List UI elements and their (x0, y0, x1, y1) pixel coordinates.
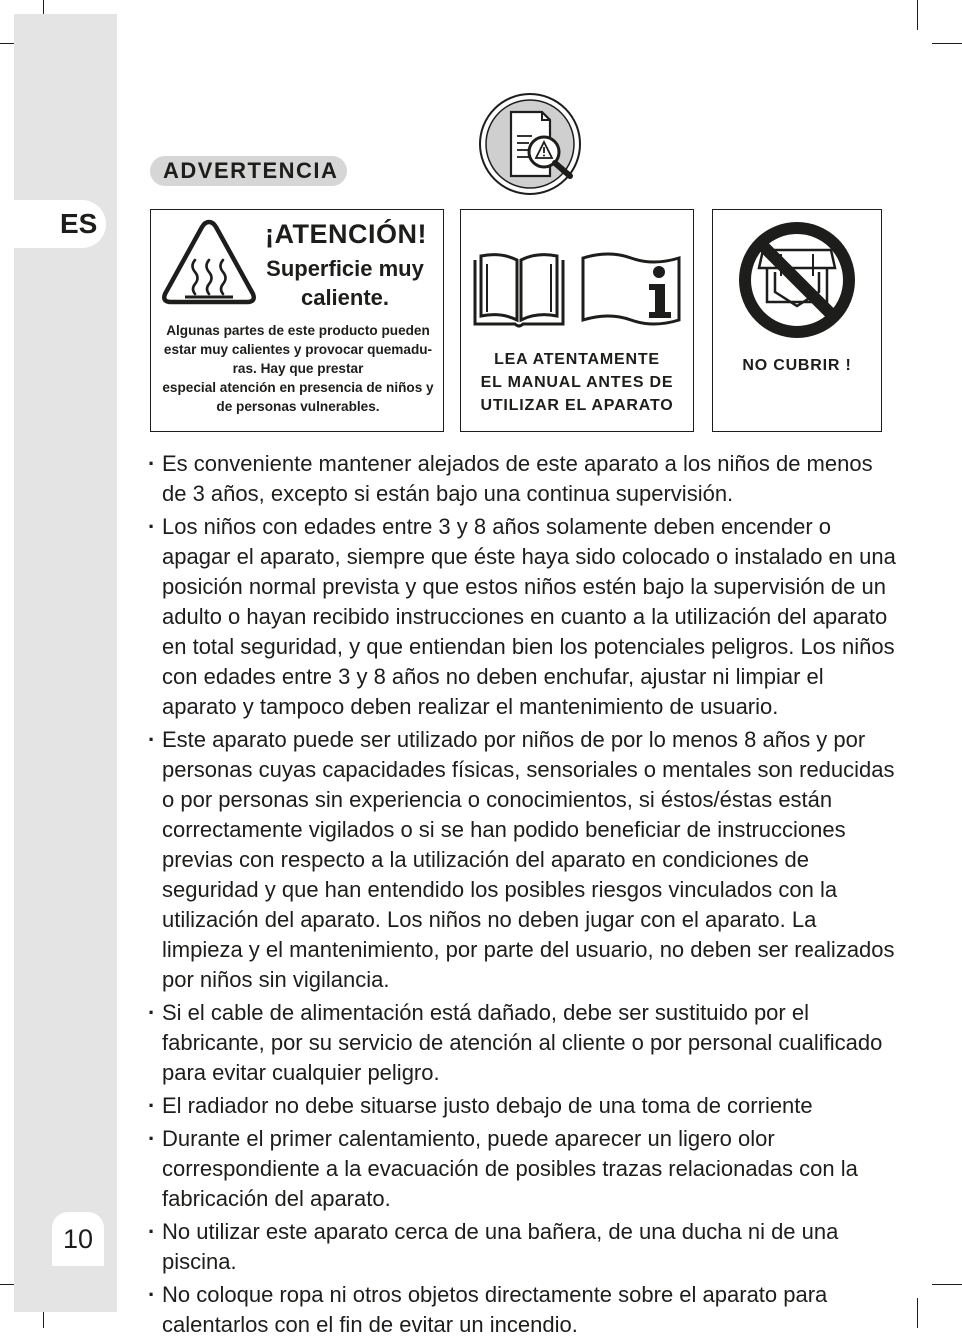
no-cover-caption: NO CUBRIR ! (742, 357, 852, 374)
crop-mark (917, 0, 918, 30)
read-manual-box (460, 209, 694, 432)
list-item: · El radiador no debe situarse justo debajo de una toma de corriente (146, 1091, 896, 1121)
safety-instructions-list (146, 449, 896, 1343)
list-item: · No utilizar este aparato cerca de una bañera, de una ducha ni de una piscina. (146, 1217, 896, 1277)
list-item: · Este aparato puede ser utilizado por niños de por lo menos 8 años y por personas cuyas capacidades físicas, sensoriales o mentales son reducidas o por personas sin experiencia o conocimientos, si éstos/éstas están correctamente vigilados o si se han podido beneficiar de instrucciones previas con respecto a la utilización del aparato en condiciones de seguridad y que han entendido los posibles riesgos vinculados con la utilización del aparato. Los niños no deben jugar con el aparato. La limpieza y el mantenimiento, por parte del usuario, no deben ser realizados por niños sin vigilancia. (146, 725, 896, 995)
open-book-icon (471, 250, 567, 330)
page-number: 10 (52, 1212, 104, 1266)
attention-body: Algunas partes de este producto pueden estar muy calientes y provocar quemadu- ras. Hay que prestar especial atención en presencia de niños y de personas vulnerables. (162, 323, 434, 414)
list-item: · Si el cable de alimentación está dañado, debe ser sustituido por el fabricante, por su servicio de atención al cliente o por personal cualificado para evitar cualquier peligro. (146, 998, 896, 1088)
attention-subtitle: Superficie muy caliente. (266, 256, 424, 310)
attention-title: ¡ATENCIÓN! (265, 219, 427, 249)
warning-heading: ADVERTENCIA (150, 156, 347, 186)
hot-surface-warning-icon (161, 216, 257, 308)
hot-surface-warning-box (150, 209, 444, 432)
crop-mark (932, 43, 962, 44)
list-item: · No coloque ropa ni otros objetos directamente sobre el aparato para calentarlos con el fin de evitar un incendio. (146, 1280, 896, 1340)
read-manual-caption: LEA ATENTAMENTE EL MANUAL ANTES DE UTILIZAR EL APARATO (480, 351, 674, 414)
info-sheet-icon (579, 250, 683, 330)
read-manual-icon (478, 92, 582, 196)
list-item: · Es conveniente mantener alejados de este aparato a los niños de menos de 3 años, excepto si están bajo una continua supervisión. (146, 449, 896, 509)
do-not-cover-icon (737, 220, 857, 340)
list-item: · Los niños con edades entre 3 y 8 años solamente deben encender o apagar el aparato, siempre que éste haya sido colocado o instalado en una posición normal prevista y que estos niños estén bajo la supervisión de un adulto o hayan recibido instrucciones en cuanto a la utilización del aparato en total seguridad, y que entiendan bien los potenciales peligros. Los niños con edades entre 3 y 8 años no deben enchufar, ajustar ni limpiar el aparato y tampoco deben realizar el mantenimiento de usuario. (146, 512, 896, 722)
language-tab: ES (14, 200, 106, 248)
crop-mark (917, 1298, 918, 1328)
list-item: · Durante el primer calentamiento, puede aparecer un ligero olor correspondiente a la evacuación de posibles trazas relacionadas con la fabricación del aparato. (146, 1124, 896, 1214)
no-cover-box (712, 209, 882, 432)
crop-mark (932, 1284, 962, 1285)
